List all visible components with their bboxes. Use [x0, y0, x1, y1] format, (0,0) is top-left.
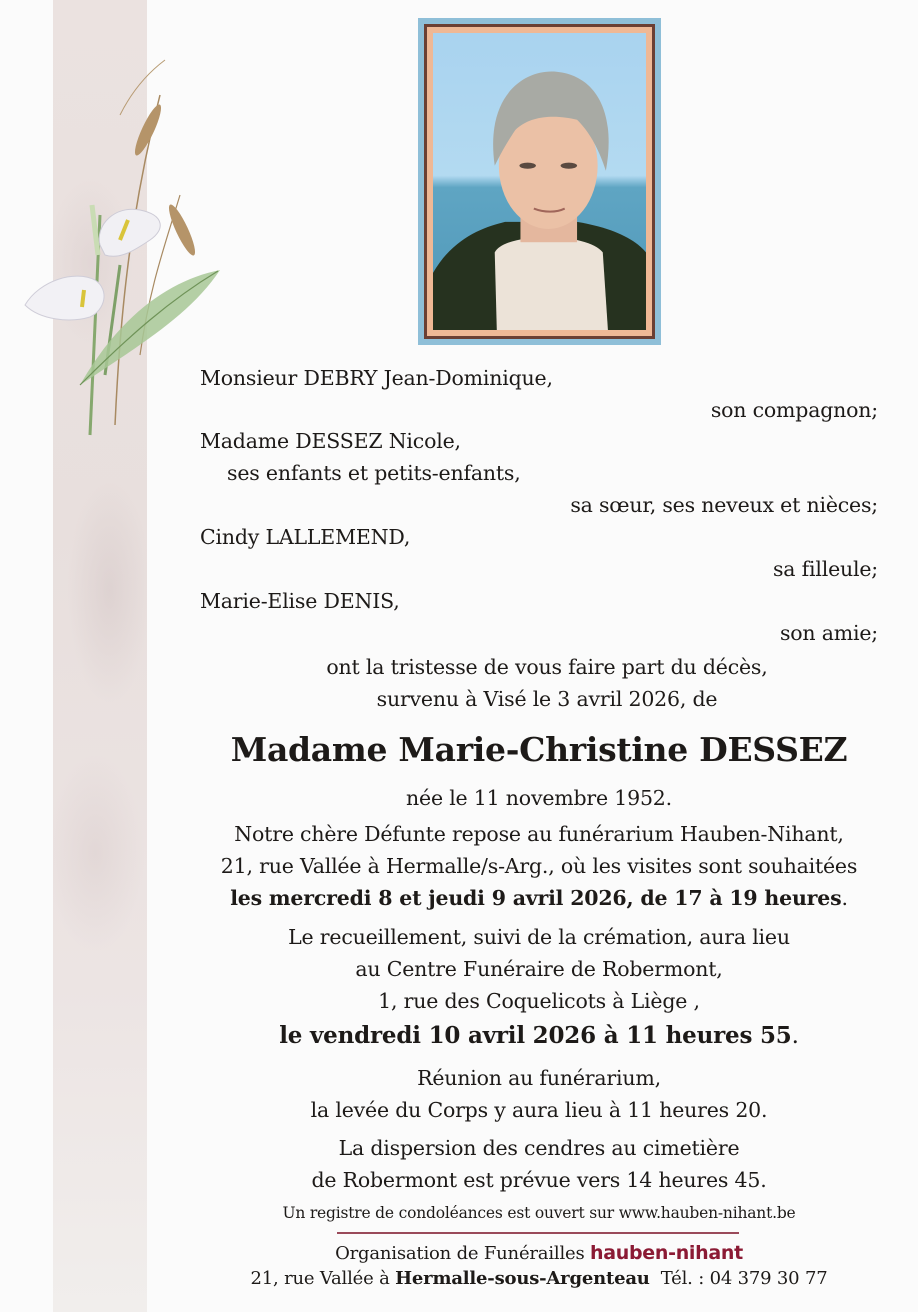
- portrait-frame: [418, 18, 661, 345]
- brand-logo: hauben-nihant: [590, 1242, 743, 1264]
- ceremony-date-text: le vendredi 10 avril 2026 à 11 heures 55: [279, 1022, 792, 1049]
- visitation-line: Notre chère Défunte repose au funérarium Hauben-Nihant,: [234, 822, 844, 846]
- dispersion-line: La dispersion des cendres au cimetière: [338, 1136, 740, 1160]
- announcement-line: ont la tristesse de vous faire part du décès,: [326, 655, 768, 679]
- family-member-name: Madame DESSEZ Nicole,: [200, 429, 461, 453]
- gathering-line: Réunion au funérarium,: [417, 1066, 661, 1090]
- visitation-line: 21, rue Vallée à Hermalle/s-Arg., où les visites sont souhaitées: [220, 854, 858, 878]
- condolence-register: Un registre de condoléances est ouvert sur www.hauben-nihant.be: [282, 1204, 796, 1222]
- family-member-relation: son compagnon;: [710, 398, 878, 422]
- footer-divider: [337, 1232, 739, 1234]
- visitation-dates-text: les mercredi 8 et jeudi 9 avril 2026, de 17 à 19 heures: [230, 886, 842, 910]
- register-link[interactable]: www.hauben-nihant.be: [618, 1204, 796, 1222]
- ceremony-date: le vendredi 10 avril 2026 à 11 heures 55.: [279, 1022, 799, 1049]
- visitation-dates: les mercredi 8 et jeudi 9 avril 2026, de 17 à 19 heures.: [230, 886, 848, 910]
- family-member-name: Marie-Elise DENIS,: [200, 589, 400, 613]
- birth-date: née le 11 novembre 1952.: [406, 786, 672, 810]
- family-member-name: Monsieur DEBRY Jean-Dominique,: [200, 366, 553, 390]
- phone-number[interactable]: 04 379 30 77: [709, 1268, 828, 1289]
- family-member-sub: ses enfants et petits-enfants,: [227, 461, 521, 485]
- dispersion-line: de Robermont est prévue vers 14 heures 45.: [311, 1168, 767, 1192]
- ceremony-line: Le recueillement, suivi de la crémation, aura lieu: [288, 925, 790, 949]
- family-member-name: Cindy LALLEMEND,: [200, 525, 411, 549]
- family-member-relation: son amie;: [779, 621, 878, 645]
- family-member-relation: sa filleule;: [772, 557, 878, 581]
- calla-lily-icon: [20, 55, 220, 445]
- portrait-photo: [433, 33, 646, 330]
- person-portrait-icon: [433, 33, 646, 330]
- footer-address: 21, rue Vallée à Hermalle-sous-Argenteau Tél. : 04 379 30 77: [250, 1268, 828, 1289]
- gathering-line: la levée du Corps y aura lieu à 11 heures 20.: [310, 1098, 768, 1122]
- announcement-line: survenu à Visé le 3 avril 2026, de: [376, 687, 718, 711]
- ceremony-line: 1, rue des Coquelicots à Liège ,: [378, 989, 700, 1013]
- deceased-name: Madame Marie-Christine DESSEZ: [230, 730, 848, 769]
- family-member-relation: sa sœur, ses neveux et nièces;: [570, 493, 878, 517]
- footer-organisation: Organisation de Funérailles hauben-nihant: [335, 1242, 743, 1264]
- ceremony-line: au Centre Funéraire de Robermont,: [355, 957, 723, 981]
